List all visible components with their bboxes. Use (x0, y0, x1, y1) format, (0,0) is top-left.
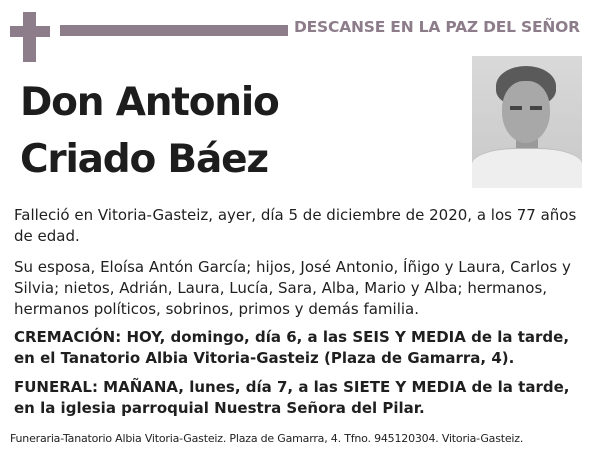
portrait-brow-left (510, 106, 522, 110)
family-paragraph: Su esposa, Eloísa Antón García; hijos, José Antonio, Íñigo y Laura, Carlos y Silvia; nietos, Adrián, Laura, Lucía, Sara, Alba, Mario y Alba; hermanos, hermanos políticos, sobrinos, primos y demás familia. (14, 258, 571, 318)
death-notice-paragraph: Falleció en Vitoria-Gasteiz, ayer, día 5 de diciembre de 2020, a los 77 años de edad. (14, 206, 577, 245)
cremation-paragraph: CREMACIÓN: HOY, domingo, día 6, a las SEIS Y MEDIA de la tarde, en el Tanatorio Albia Vitoria-Gasteiz (Plaza de Gamarra, 4). (14, 328, 570, 367)
header-title: DESCANSE EN LA PAZ DEL SEÑOR (294, 18, 580, 36)
deceased-name-line1: Don Antonio (20, 80, 279, 125)
cross-vertical-bar (23, 12, 36, 62)
header-rule (60, 25, 288, 36)
deceased-name-line2: Criado Báez (20, 137, 268, 182)
funeral-home-footer: Funeraria-Tanatorio Albia Vitoria-Gasteiz. Plaza de Gamarra, 4. Tfno. 945120304. Vitoria-Gasteiz. (10, 432, 524, 445)
portrait-face (502, 81, 550, 143)
portrait-brow-right (530, 106, 542, 110)
portrait-shirt (472, 148, 582, 188)
portrait-photo (472, 56, 582, 188)
cross-icon (10, 12, 50, 62)
cross-horizontal-bar (10, 26, 50, 37)
funeral-paragraph: FUNERAL: MAÑANA, lunes, día 7, a las SIETE Y MEDIA de la tarde, en la iglesia parroquial Nuestra Señora del Pilar. (14, 378, 570, 417)
